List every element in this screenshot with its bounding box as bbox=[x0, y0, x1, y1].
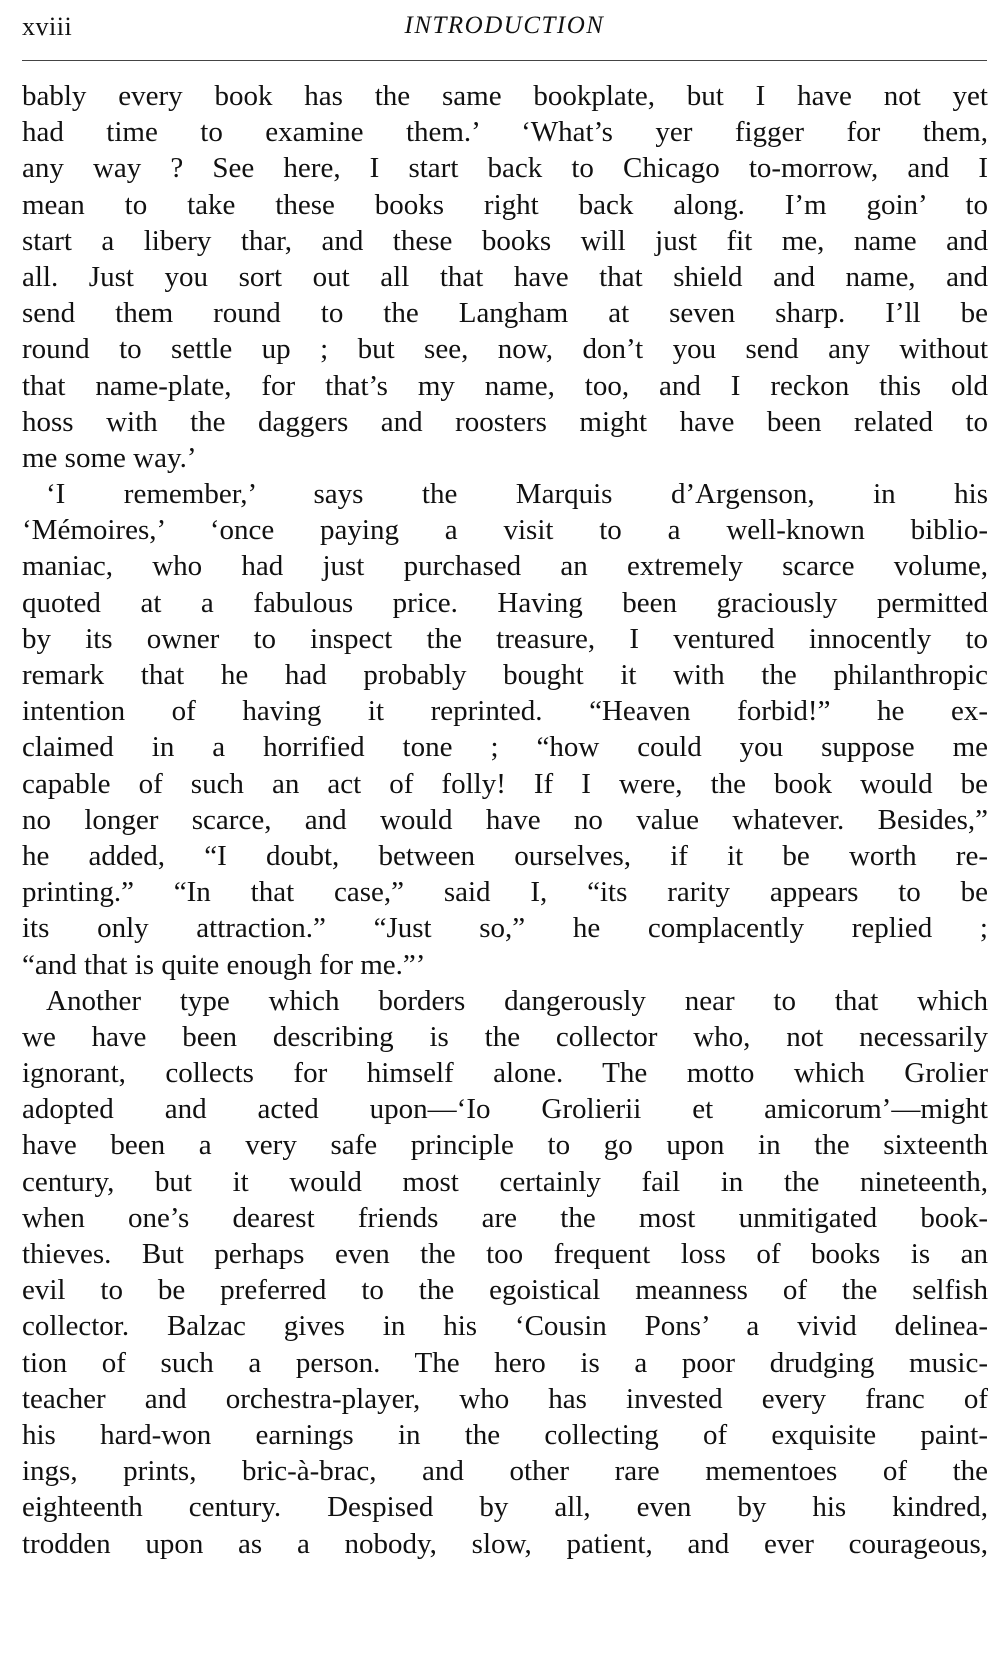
text-line: we have been describing is the collector who, not necessarily bbox=[22, 1020, 988, 1053]
text-line: thieves. But perhaps even the too frequent loss of books is an bbox=[22, 1238, 988, 1270]
paragraph-start-line: ‘I remember,’ says the Marquis d’Argenson, in his bbox=[46, 478, 988, 511]
text-line: teacher and orchestra-player, who has invested every franc of bbox=[22, 1382, 988, 1415]
text-line: claimed in a horrified tone ; “how could you suppose me bbox=[22, 731, 988, 764]
body-text bbox=[22, 78, 988, 1562]
text-line: quoted at a fabulous price. Having been graciously permitted bbox=[22, 586, 988, 619]
text-line: its only attraction.” “Just so,” he complacently replied ; bbox=[22, 912, 988, 945]
text-line: me some way.’ bbox=[22, 441, 197, 474]
text-line: that name-plate, for that’s my name, too, and I reckon this old bbox=[22, 369, 988, 402]
text-line: round to settle up ; but see, now, don’t you send any without bbox=[22, 333, 988, 366]
running-title: INTRODUCTION bbox=[404, 12, 605, 39]
text-line: tion of such a person. The hero is a poor drudging music- bbox=[22, 1346, 988, 1379]
text-line: adopted and acted upon—‘Io Grolierii et amicorum’—might bbox=[22, 1093, 988, 1126]
text-line: start a libery thar, and these books will just fit me, name and bbox=[22, 224, 988, 257]
page-number: xviii bbox=[22, 12, 73, 41]
text-line: hoss with the daggers and roosters might have been related to bbox=[22, 405, 988, 438]
text-line: evil to be preferred to the egoistical meanness of the selfish bbox=[22, 1274, 988, 1307]
text-line: have been a very safe principle to go upon in the sixteenth bbox=[22, 1129, 988, 1162]
text-line: capable of such an act of folly! If I were, the book would be bbox=[22, 767, 988, 800]
text-line: he added, “I doubt, between ourselves, if it be worth re- bbox=[22, 839, 988, 872]
text-line: when one’s dearest friends are the most unmitigated book- bbox=[22, 1201, 988, 1234]
text-line: trodden upon as a nobody, slow, patient, and ever courageous, bbox=[22, 1527, 988, 1560]
paragraph-start-line: Another type which borders dangerously near to that which bbox=[46, 984, 988, 1017]
text-line: his hard-won earnings in the collecting of exquisite paint- bbox=[22, 1418, 988, 1451]
text-line: century, but it would most certainly fail in the nineteenth, bbox=[22, 1165, 988, 1198]
text-line: remark that he had probably bought it with the philanthropic bbox=[22, 659, 988, 691]
text-line: intention of having it reprinted. “Heaven forbid!” he ex- bbox=[22, 695, 988, 728]
text-line: had time to examine them.’ ‘What’s yer figger for them, bbox=[22, 116, 988, 149]
text-line: “and that is quite enough for me.”’ bbox=[22, 948, 426, 981]
text-line: ‘Mémoires,’ ‘once paying a visit to a well-known biblio- bbox=[22, 514, 988, 547]
text-line: bably every book has the same bookplate, but I have not yet bbox=[22, 80, 988, 112]
text-line: send them round to the Langham at seven sharp. I’ll be bbox=[22, 297, 988, 330]
text-line: all. Just you sort out all that have that shield and name, and bbox=[22, 260, 988, 293]
text-line: ings, prints, bric-à-brac, and other rare mementoes of the bbox=[22, 1455, 988, 1488]
text-line: maniac, who had just purchased an extremely scarce volume, bbox=[22, 550, 988, 583]
text-line: ignorant, collects for himself alone. The motto which Grolier bbox=[22, 1057, 988, 1090]
text-line: collector. Balzac gives in his ‘Cousin Pons’ a vivid delinea- bbox=[22, 1310, 988, 1343]
text-line: printing.” “In that case,” said I, “its rarity appears to be bbox=[22, 876, 988, 909]
text-line: eighteenth century. Despised by all, even by his kindred, bbox=[22, 1491, 988, 1524]
text-line: any way ? See here, I start back to Chicago to-morrow, and I bbox=[22, 152, 988, 185]
text-line: no longer scarce, and would have no value whatever. Besides,” bbox=[22, 803, 988, 836]
text-line: by its owner to inspect the treasure, I ventured innocently to bbox=[22, 622, 988, 655]
header-rule bbox=[22, 60, 987, 61]
running-head bbox=[22, 12, 987, 52]
text-line: mean to take these books right back along. I’m goin’ to bbox=[22, 188, 988, 221]
